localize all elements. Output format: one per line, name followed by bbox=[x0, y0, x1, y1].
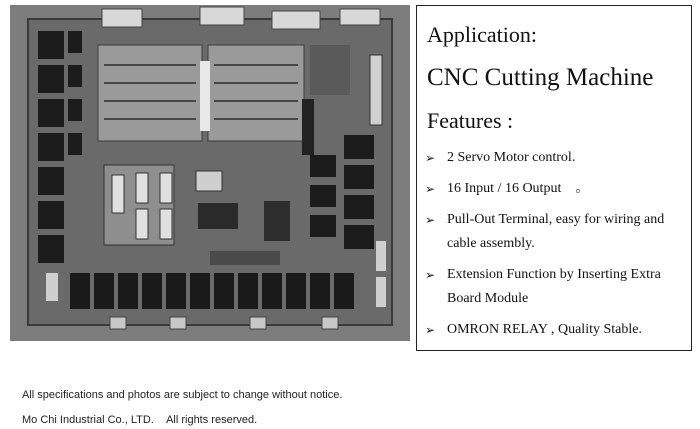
features-title: Features : bbox=[427, 108, 514, 133]
disclaimer-text: All specifications and photos are subject to change without notice. bbox=[22, 389, 343, 401]
application-label: Application: bbox=[427, 22, 537, 47]
feature-item: ➢ 2 Servo Motor control. bbox=[425, 146, 687, 170]
arrow-bullet-icon: ➢ bbox=[425, 213, 436, 227]
copyright-text: Mo Chi Industrial Co., LTD. All rights reserved. bbox=[22, 414, 258, 426]
product-photo bbox=[10, 5, 410, 341]
feature-item: ➢ OMRON RELAY , Quality Stable. bbox=[425, 318, 687, 342]
feature-item: ➢ Pull-Out Terminal, easy for wiring and cable assembly. bbox=[425, 208, 687, 256]
feature-item: ➢ Extension Function by Inserting Extra Board Module bbox=[425, 263, 687, 311]
spec-panel bbox=[416, 5, 692, 351]
arrow-bullet-icon: ➢ bbox=[425, 182, 436, 196]
arrow-bullet-icon: ➢ bbox=[425, 268, 436, 282]
arrow-bullet-icon: ➢ bbox=[425, 151, 436, 165]
feature-item: ➢ 16 Input / 16 Output 。 bbox=[425, 177, 687, 201]
application-value: CNC Cutting Machine bbox=[427, 64, 654, 91]
features-list bbox=[425, 146, 687, 349]
arrow-bullet-icon: ➢ bbox=[425, 323, 436, 337]
pcb-illustration bbox=[10, 5, 410, 341]
